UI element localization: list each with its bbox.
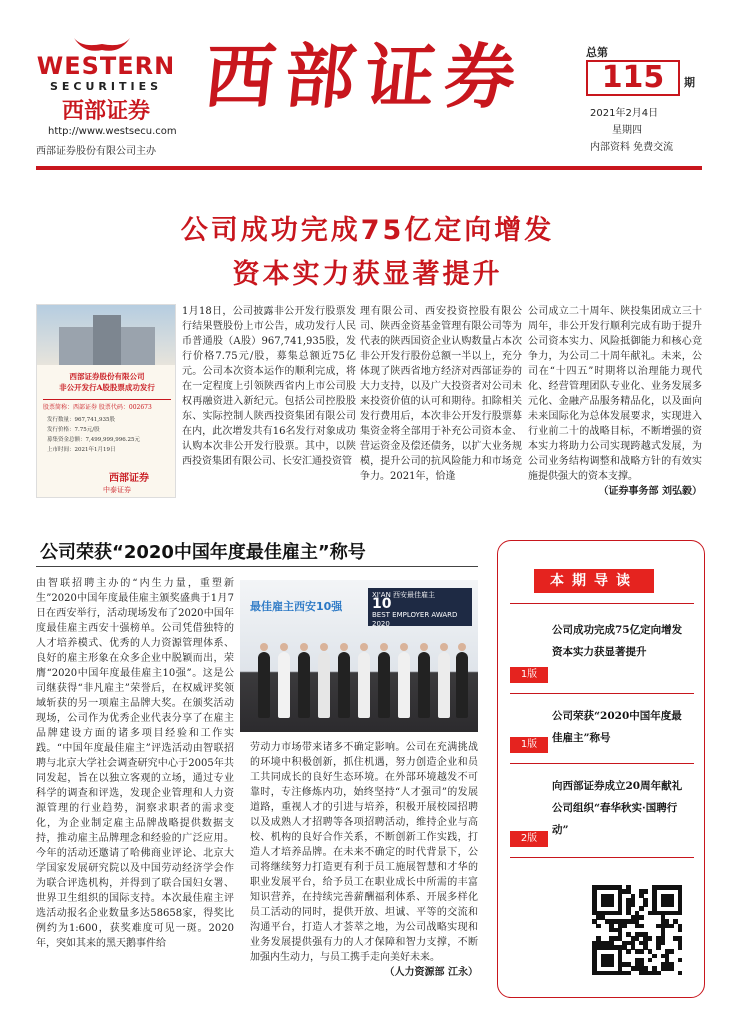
masthead-divider bbox=[36, 166, 702, 170]
lead-headline: 公司成功完成75亿定向增发 bbox=[180, 215, 555, 246]
western-securities-logo bbox=[36, 34, 176, 124]
qr-module bbox=[656, 945, 661, 950]
newspaper-title: 西部证券 bbox=[200, 35, 530, 118]
person-figure bbox=[298, 652, 310, 718]
cert-details bbox=[47, 415, 169, 455]
qr-module bbox=[609, 962, 614, 967]
person-figure bbox=[278, 652, 290, 718]
person-figure bbox=[418, 652, 430, 718]
second-headline: 公司荣获“2020中国年度最佳雇主”称号 bbox=[40, 542, 366, 563]
qr-module bbox=[656, 971, 661, 976]
qr-module bbox=[678, 911, 683, 916]
qr-module bbox=[639, 949, 644, 954]
person-figure bbox=[398, 652, 410, 718]
qr-module bbox=[609, 902, 614, 907]
cert-issuer-logo: 西部证券 bbox=[109, 473, 149, 484]
cert-detail-row: 募集资金总额：7,499,999,996.25元 bbox=[47, 437, 140, 443]
person-figure bbox=[378, 652, 390, 718]
person-figure bbox=[438, 652, 450, 718]
guide-item[interactable]: 公司成功完成75亿定向增发 资本实力获显著提升 bbox=[552, 624, 683, 658]
cert-title bbox=[41, 371, 173, 393]
second-column-1: 由智联招聘主办的“内生力量，重塑新生”2020中国年度最佳雇主颁奖盛典于1月7日在西安举行，活动现场发布了2020中国年度最佳雇主西安十强榜单。公司凭借独特的人才培养模式、优秀的人力资源管理体系、良好的雇主形象在众多企业中脱颖而出，荣膺“2020中国年度最佳雇主10强”。这是公司继获得“非凡雇主”荣誉后，在权威评奖领域斩获的另一项雇主品牌大奖。在颁奖活动现场，公司作为优秀企业代表分享了在雇主品牌建设方面的诸多项目经验和工作实践。“中国年度最佳雇主”评选活动由智联招聘与北京大学社会调查研究中心于2005年共同发起，旨在以独立客观的立场，通过专业科学的调查和评选，发现企业管理和人力资源管理的行业趋势，洞察求职者的需求变化，为企业制定雇主品牌战略提供数据支持，推动雇主品牌理念和经验的广泛应用。今年的活动还邀请了哈佛商业评论、北京大学国家发展研究院以及中国劳动经济学会作为联合评选机构，并得到了联合国妇女署、世界卫生组织的国际支持。本次最佳雇主评选活动报名企业数量多达58658家，得奖比例约为1:600，获奖难度可见一斑。2020年，突如其来的黑天鹅事件给 bbox=[36, 578, 234, 949]
award-line-1: XI'AN 西安最佳雇主 bbox=[372, 591, 436, 599]
cert-title-line-2: 非公开发行A股股票成功发行 bbox=[59, 383, 155, 392]
person-figure bbox=[318, 652, 330, 718]
publisher-line: 西部证券股份有限公司主办 bbox=[36, 146, 156, 157]
second-byline: （人力资源部 江永） bbox=[384, 967, 478, 978]
qr-module bbox=[669, 924, 674, 929]
lead-subheadline: 资本实力获显著提升 bbox=[232, 259, 503, 290]
person-figure bbox=[358, 652, 370, 718]
second-column-2 bbox=[250, 740, 478, 980]
second-column-2-text: 劳动力市场带来诸多不确定影响。公司在充满挑战的环境中积极创新，抓住机遇，努力创造企业和员工共同成长的良好生态环境。在外部环境越发不可靠时，专注修炼内功，始终坚持“人才强司”的发展道路，重视人才的引进与培养，积极开展校园招聘以及成熟人才招聘等各项招聘活动，维持企业与高校、机构的良好合作关系，不断创新工作实践，打造人才培养品牌。在未来不确定的时代背景下，公司将继续努力打造更有利于员工施展智慧和才华的职业发展平台，给予员工在职业成长中所需的丰富知识营养，在持续完善薪酬福利体系、开展多样化员工活动的同时，提供开放、坦诚、平等的交流和沟通平台，打造人才荟萃之地，为公司战略实现和业务发展提供强有力的人才保障和智力支撑，不断加强内生动力，与员工携手走向美好未来。 bbox=[250, 742, 478, 963]
person-figure bbox=[456, 652, 468, 718]
guide-title: 本期导读 bbox=[534, 569, 654, 593]
qr-module bbox=[639, 924, 644, 929]
cert-detail-row: 发行数量：967,741,935股 bbox=[47, 417, 115, 423]
qr-module bbox=[626, 949, 631, 954]
person-figure bbox=[338, 652, 350, 718]
cert-stock-line: 股票简称：西部证券 股票代码：002673 bbox=[43, 399, 171, 411]
guide-separator bbox=[510, 763, 694, 764]
lead-column-2: 理有限公司、西安投资控股有限公司、陕西金资基金管理有限公司等为代表的陕西国资企业认购数量占本次非公开发行股份总额一半以上，充分体现了陕西省地方经济对西部证券的大力支持，以及广大投资者对公司未来投资价值的认可和期待。扣除相关发行费用后，本次非公开发行股票募集资金将全部用于补充公司资本金、营运资金及偿还债务，以扩大业务规模，提升公司的抗风险能力和市场竞争力。2021年，恰逢 bbox=[360, 306, 522, 482]
page-badge: 2版 bbox=[510, 831, 548, 847]
qr-module bbox=[669, 966, 674, 971]
website-url[interactable]: http://www.westsecu.com bbox=[48, 126, 177, 137]
qr-module bbox=[678, 928, 683, 933]
qr-module bbox=[669, 902, 674, 907]
issue-label: 总第 bbox=[586, 46, 608, 59]
issue-note: 内部资料 免费交流 bbox=[590, 142, 674, 153]
lead-column-3 bbox=[528, 304, 702, 499]
award-ceremony-photo bbox=[240, 580, 478, 732]
issue-date: 2021年2月4日 bbox=[590, 108, 659, 119]
qr-code-icon[interactable] bbox=[592, 885, 682, 977]
qr-module bbox=[678, 971, 683, 976]
issue-info bbox=[586, 40, 702, 158]
qr-module bbox=[669, 949, 674, 954]
building-image bbox=[59, 327, 155, 365]
guide-divider bbox=[510, 603, 694, 604]
qr-module bbox=[648, 936, 653, 941]
logo-wordmark: WESTERN bbox=[36, 52, 176, 80]
issue-weekday: 星期四 bbox=[612, 125, 642, 136]
person-figure bbox=[258, 652, 270, 718]
page-badge: 1版 bbox=[510, 667, 548, 683]
masthead bbox=[0, 0, 735, 172]
photo-award-board bbox=[368, 588, 472, 626]
guide-separator bbox=[510, 693, 694, 694]
second-divider bbox=[36, 566, 478, 567]
qr-module bbox=[678, 945, 683, 950]
guide-separator bbox=[510, 857, 694, 858]
cert-title-line-1: 西部证券股份有限公司 bbox=[69, 372, 145, 381]
guide-item[interactable]: 公司荣获“2020中国年度最佳雇主”称号 bbox=[552, 710, 682, 744]
qr-module bbox=[596, 924, 601, 929]
qr-module bbox=[643, 889, 648, 894]
page-badge: 1版 bbox=[510, 737, 548, 753]
qr-module bbox=[631, 902, 636, 907]
cert-underwriter-logo: 中泰证券 bbox=[103, 486, 131, 494]
lead-column-3-text: 公司成立二十周年、陕投集团成立三十周年，非公开发行顺利完成有助于提升公司资本实力、风险抵御能力和核心竞争力，为公司二十周年献礼。未来，公司在“十四五”时期将以治理能力现代化、经营管理团队专业化、业务发展多元化、金融产品服务精品化，以及面向未来国际化为总体发展要求，实现进入行业前二十的战略目标，不断增强的资本实力将助力公司实现跨越式发展，为公司业务结构调整和战略方针的有效实施提供强大的资本支撑。 bbox=[528, 306, 702, 482]
lead-byline: （证券事务部 刘弘毅） bbox=[598, 486, 702, 497]
qr-module bbox=[643, 902, 648, 907]
qr-module bbox=[678, 958, 683, 963]
qr-module bbox=[639, 906, 644, 911]
lead-column-1: 1月18日，公司披露非公开发行股票发行结果暨股份上市公告，成功发行人民币普通股（A股）967,741,935股，发行价格7.75元/股，募集总额近75亿元。公司本次资本运作的顺利完成，将在一定程度上引领陕西省内上市公司股权再融资进入新纪元。包括公司控股股东、实际控制人陕西投资集团有限公司在内，此次增发共有16名发行对象成功认购本次非公开发行股票。其中，以陕西投资集团有限公司、长安汇通投资管 bbox=[182, 306, 356, 467]
guide-item[interactable]: 向西部证券成立20周年献礼 公司组织“春华秋实·国聘行动” bbox=[552, 780, 683, 836]
logo-chinese-name: 西部证券 bbox=[61, 99, 150, 124]
photo-banner: 最佳雇主西安10强 bbox=[250, 600, 343, 613]
qr-module bbox=[661, 941, 666, 946]
qr-module bbox=[626, 971, 631, 976]
issuance-certificate-image bbox=[36, 304, 176, 498]
award-number: 10 bbox=[372, 596, 392, 612]
qr-module bbox=[622, 924, 627, 929]
qr-module bbox=[652, 954, 657, 959]
logo-securities: SECURITIES bbox=[49, 80, 163, 93]
award-line-2: BEST EMPLOYER AWARD 2020 bbox=[372, 611, 458, 628]
issue-guide-box bbox=[497, 540, 705, 998]
qr-module bbox=[648, 958, 653, 963]
issue-unit: 期 bbox=[684, 76, 695, 89]
qr-module bbox=[639, 915, 644, 920]
cert-detail-row: 发行价格：7.75元/股 bbox=[47, 427, 100, 433]
issue-number: 115 bbox=[586, 60, 680, 96]
cert-detail-row: 上市时间：2021年1月19日 bbox=[47, 447, 116, 453]
qr-module bbox=[618, 911, 623, 916]
